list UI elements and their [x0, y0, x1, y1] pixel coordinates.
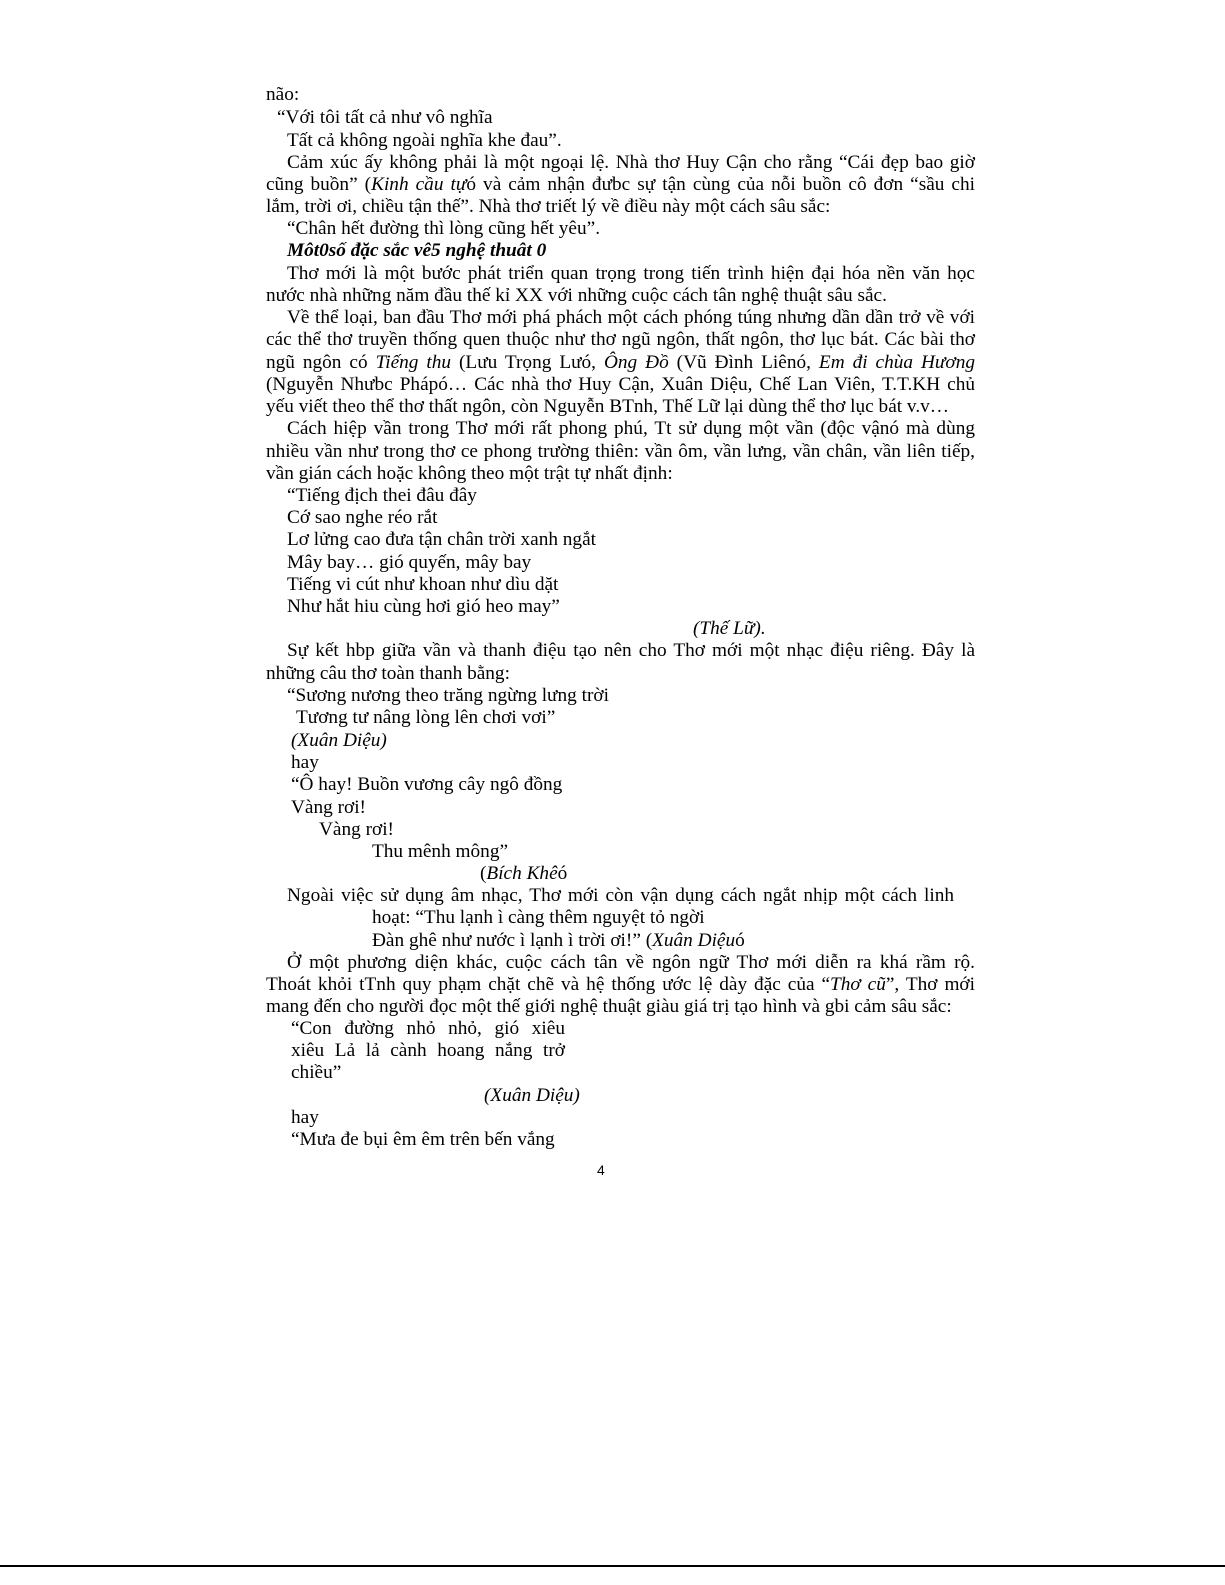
text-segment: nhiều vần như trong thơ ce phong trường thiên: vần ôm, vần lưng, vần chân, vần liên tiếp, [266, 441, 975, 462]
text-segment: Xuân Diệu [652, 930, 736, 951]
text-segment: (Nguyễn Nhưbc Phápó… Các nhà thơ Huy Cận, Xuân Diệu, Chế Lan Viên, T.T.KH chủ [266, 374, 975, 395]
text-segment: Đàn ghê như nước ì lạnh ì trời ơi!” ( [372, 930, 653, 951]
text-line [287, 485, 477, 507]
text-segment: hoạt: “Thu lạnh ì càng thêm nguyệt tỏ ngời [372, 907, 705, 928]
text-segment: ó [735, 930, 745, 951]
text-segment: ”, Thơ mới [885, 974, 975, 995]
text-line [287, 307, 975, 329]
text-segment: Thơ cũ [830, 974, 886, 995]
text-line [372, 841, 508, 863]
text-line [287, 263, 975, 285]
text-line [287, 130, 562, 152]
text-segment: não: [266, 84, 300, 105]
text-segment: Môt0số đặc sắc vê5 nghệ thuât 0 [287, 240, 547, 261]
text-line [480, 863, 567, 885]
text-line [484, 1085, 580, 1107]
text-line [291, 752, 319, 774]
text-segment: Em đi chùa Hương [818, 352, 976, 373]
text-segment: Cớ sao nghe réo rắt [287, 507, 438, 528]
text-segment: “Ô hay! Buồn vương cây ngô đồng [291, 774, 563, 795]
text-line [266, 374, 975, 396]
text-segment: ngũ ngôn có [266, 352, 376, 373]
text-line [291, 1062, 341, 1084]
text-segment: Ông Đồ [603, 352, 669, 373]
text-segment: ó [557, 863, 568, 884]
text-line [287, 552, 531, 574]
text-segment: Cảm xúc ấy không phải là một ngoại lệ. Nhà thơ Huy Cận cho rằng “Cái đẹp bao giờ [287, 152, 975, 173]
text-line [277, 107, 493, 129]
text-segment: Tất cả không ngoài nghĩa khe đau”. [287, 130, 562, 151]
text-segment: “Sương nương theo trăng ngừng lưng trời [287, 685, 609, 706]
text-segment: “Con đường nhỏ nhỏ, gió xiêu [291, 1018, 565, 1039]
text-line [266, 84, 299, 106]
page-number: 4 [597, 1162, 605, 1178]
text-segment: các thể thơ truyền thống quen thuộc như thơ ngũ ngôn, thất ngôn, thơ lục bát. Các bài thơ [266, 329, 975, 350]
text-line [287, 507, 437, 529]
text-line [266, 974, 975, 996]
text-segment: Tương tư nâng lòng lên chơi vơi” [296, 707, 556, 728]
text-line [266, 352, 975, 374]
text-segment: (Xuân Diệu) [484, 1085, 580, 1106]
text-line [296, 707, 555, 729]
text-segment: (Vũ Đình Liênó, [668, 352, 819, 373]
text-line [266, 196, 830, 218]
text-segment: Kinh cầu tự [371, 174, 467, 195]
text-segment: Cách hiệp vần trong Thơ mới rất phong phú, Tt sử dụng một vần (độc vậnó mà dùng [287, 418, 975, 439]
text-line [287, 952, 975, 974]
text-line [266, 396, 949, 418]
text-segment: (Thế Lữ). [693, 618, 766, 639]
text-line [287, 529, 596, 551]
text-segment: nước nhà những năm đầu thế kỉ XX với những cuộc cách tân nghệ thuật sâu sắc. [266, 285, 887, 306]
text-segment: Thơ mới là một bước phát triển quan trọng trong tiến trình hiện đại hóa nền văn học [287, 263, 975, 284]
text-line [319, 819, 394, 841]
text-line [291, 774, 562, 796]
text-segment: “Với tôi tất cả như vô nghĩa [277, 107, 493, 128]
text-segment: hay [291, 1107, 319, 1128]
text-line [287, 596, 560, 618]
text-segment: ó và cảm nhận đưbc sự tận cùng của nỗi buồn cô đơn “sầu chi [466, 174, 975, 195]
text-line [291, 1129, 555, 1151]
text-segment: (Lưu Trọng Lưó, [451, 352, 604, 373]
text-line [372, 930, 745, 952]
text-line [287, 152, 975, 174]
text-line [372, 907, 705, 929]
text-segment: Vàng rơi! [291, 797, 366, 818]
text-segment: xiêu Lả lả cành hoang nắng trở [291, 1040, 565, 1061]
text-line [266, 441, 975, 463]
text-segment: Bích Khê [486, 863, 558, 884]
text-segment: yếu viết theo thể thơ thất ngôn, còn Nguyễn BTnh, Thế Lữ lại dùng thể thơ lục bát v.v… [266, 396, 950, 417]
text-segment: vần gián cách hoặc không theo một trật tự nhất định: [266, 463, 673, 484]
text-line [287, 885, 954, 907]
text-segment: “Tiếng địch thei đâu đây [287, 485, 477, 506]
text-segment: Sự kết hbp giữa vần và thanh điệu tạo nên cho Thơ mới một nhạc điệu riêng. Đây là [287, 640, 975, 661]
text-segment: Ở một phương diện khác, cuộc cách tân về ngôn ngữ Thơ mới diễn ra khá rầm rộ. [287, 952, 975, 973]
text-line [266, 174, 975, 196]
text-segment: những câu thơ toàn thanh bằng: [266, 663, 510, 684]
text-line [266, 329, 975, 351]
text-line [287, 574, 558, 596]
text-segment: hay [291, 752, 319, 773]
text-line [291, 1040, 565, 1062]
text-segment: Về thể loại, ban đầu Thơ mới phá phách một cách phóng túng nhưng dần dần trở về với [287, 307, 975, 328]
text-segment: mang đến cho người đọc một thế giới nghệ thuật giàu giá trị tạo hình và gbi cảm sâu sắc: [266, 996, 952, 1017]
text-segment: Lơ lửng cao đưa tận chân trời xanh ngắt [287, 529, 596, 550]
text-line [266, 996, 952, 1018]
text-segment: cũng buồn” ( [266, 174, 372, 195]
text-line [693, 618, 766, 640]
text-line [291, 797, 366, 819]
bottom-rule [0, 1565, 1225, 1567]
text-segment: Như hắt hiu cùng hơi gió heo may” [287, 596, 560, 617]
text-segment: Thoát khỏi tTnh quy phạm chặt chẽ và hệ thống ước lệ dày đặc của “ [266, 974, 831, 995]
text-line [291, 730, 387, 752]
text-segment: Ngoài việc sử dụng âm nhạc, Thơ mới còn vận dụng cách ngắt nhịp một cách linh [287, 885, 954, 906]
text-segment: lắm, trời ơi, chiều tận thế”. Nhà thơ triết lý về điều này một cách sâu sắc: [266, 196, 831, 217]
text-line [287, 218, 600, 240]
text-segment: chiều” [291, 1062, 342, 1083]
text-segment: ( [480, 863, 487, 884]
text-segment: Mây bay… gió quyến, mây bay [287, 552, 532, 573]
text-line [287, 418, 975, 440]
text-segment: “Chân hết đường thì lòng cũng hết yêu”. [287, 218, 601, 239]
text-line [266, 663, 510, 685]
text-segment: Vàng rơi! [319, 819, 394, 840]
text-segment: Tiếng vi cút như khoan như dìu dặt [287, 574, 559, 595]
text-line [266, 463, 673, 485]
text-line [287, 640, 975, 662]
text-segment: (Xuân Diệu) [291, 730, 387, 751]
text-segment: “Mưa đe bụi êm êm trên bến vắng [291, 1129, 555, 1150]
text-line [291, 1018, 565, 1040]
text-segment: Tiếng thu [375, 352, 452, 373]
text-line [287, 240, 546, 262]
text-line [291, 1107, 319, 1129]
text-line [266, 285, 887, 307]
text-line [287, 685, 609, 707]
text-segment: Thu mênh mông” [372, 841, 509, 862]
